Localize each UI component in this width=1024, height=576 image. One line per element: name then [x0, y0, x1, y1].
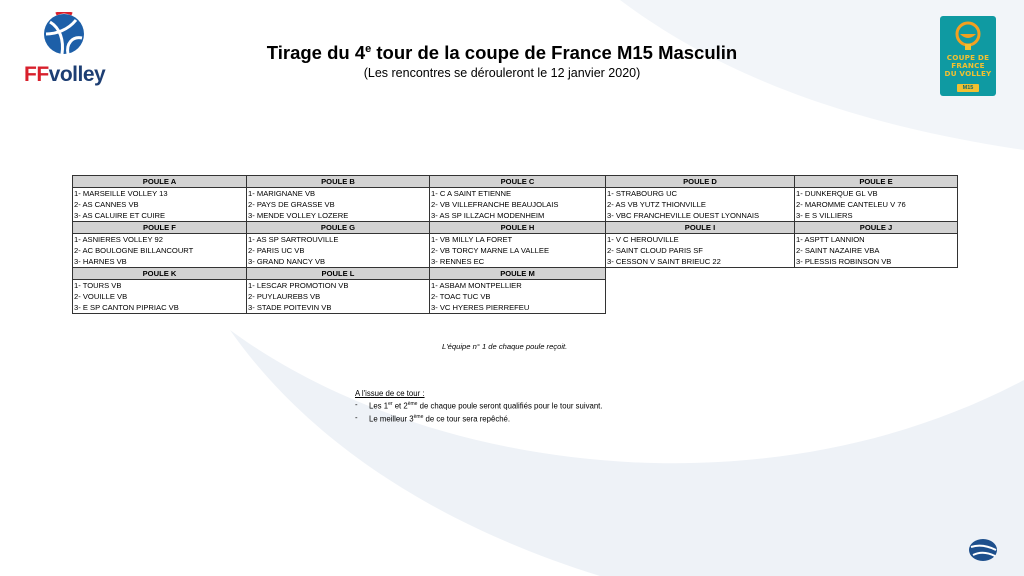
- team-cell: 1- ASNIERES VOLLEY 92: [73, 234, 247, 246]
- team-cell: 3- STADE POITEVIN VB: [247, 302, 430, 314]
- ffvolley-wordmark: FFvolley: [24, 63, 106, 86]
- team-cell: 3- PLESSIS ROBINSON VB: [795, 256, 958, 268]
- pool-header: POULE F: [73, 222, 247, 234]
- team-cell: 1- ASBAM MONTPELLIER: [430, 280, 606, 292]
- home-team-note: L'équipe n° 1 de chaque poule reçoit.: [442, 342, 568, 351]
- cup-logo-text: COUPE DE FRANCE DU VOLLEY: [944, 53, 992, 78]
- team-cell: 2- SAINT CLOUD PARIS SF: [606, 245, 795, 256]
- team-cell: 1- TOURS VB: [73, 280, 247, 292]
- team-cell: 1- ASPTT LANNION: [795, 234, 958, 246]
- pool-team-row: [73, 210, 958, 222]
- team-cell: 1- AS SP SARTROUVILLE: [247, 234, 430, 246]
- pool-team-row: [73, 302, 958, 314]
- pool-header: POULE H: [430, 222, 606, 234]
- team-cell: 3- VBC FRANCHEVILLE OUEST LYONNAIS: [606, 210, 795, 222]
- team-cell: 1- LESCAR PROMOTION VB: [247, 280, 430, 292]
- team-cell: 3- AS SP ILLZACH MODENHEIM: [430, 210, 606, 222]
- team-cell: 2- AS CANNES VB: [73, 199, 247, 210]
- team-cell: 3- E S VILLIERS: [795, 210, 958, 222]
- team-cell: 1- VB MILLY LA FORET: [430, 234, 606, 246]
- pools-table: [72, 175, 958, 314]
- rule-line: - Le meilleur 3ème de ce tour sera repêché.: [355, 412, 511, 424]
- team-cell: 1- C A SAINT ETIENNE: [430, 188, 606, 200]
- pool-header-row: [73, 268, 958, 280]
- pool-team-row: [73, 280, 958, 292]
- pool-header-row: [73, 222, 958, 234]
- team-cell: 2- PARIS UC VB: [247, 245, 430, 256]
- team-cell: 1- STRABOURG UC: [606, 188, 795, 200]
- pool-header: POULE J: [795, 222, 958, 234]
- pool-header: POULE E: [795, 176, 958, 188]
- team-cell: 3- VC HYERES PIERREFEU: [430, 302, 606, 314]
- team-cell: 1- MARSEILLE VOLLEY 13: [73, 188, 247, 200]
- team-cell: 2- PAYS DE GRASSE VB: [247, 199, 430, 210]
- team-cell: 3- HARNES VB: [73, 256, 247, 268]
- pool-team-row: [73, 291, 958, 302]
- pool-header: POULE I: [606, 222, 795, 234]
- page-subtitle: (Les rencontres se dérouleront le 12 janvier 2020): [363, 66, 641, 80]
- team-cell: 2- VB VILLEFRANCHE BEAUJOLAIS: [430, 199, 606, 210]
- team-cell: 3- E SP CANTON PIPRIAC VB: [73, 302, 247, 314]
- team-cell: 1- MARIGNANE VB: [247, 188, 430, 200]
- team-cell: 2- VOUILLE VB: [73, 291, 247, 302]
- volleyball-corner-icon: [968, 538, 998, 562]
- team-cell: 3- CESSON V SAINT BRIEUC 22: [606, 256, 795, 268]
- page-title: Tirage du 4e tour de la coupe de France M15 Masculin: [266, 42, 738, 63]
- qualification-rules: [355, 388, 603, 424]
- team-cell: 2- VB TORCY MARNE LA VALLEE: [430, 245, 606, 256]
- team-cell: 1- V C HEROUVILLE: [606, 234, 795, 246]
- pool-header: POULE K: [73, 268, 247, 280]
- team-cell: 1- DUNKERQUE GL VB: [795, 188, 958, 200]
- team-cell: 3- MENDE VOLLEY LOZERE: [247, 210, 430, 222]
- team-cell: 3- AS CALUIRE ET CUIRE: [73, 210, 247, 222]
- pool-header: POULE C: [430, 176, 606, 188]
- rule-line: - Les 1er et 2ème de chaque poule seront qualifiés pour le tour suivant.: [355, 400, 603, 411]
- team-cell: 2- PUYLAUREBS VB: [247, 291, 430, 302]
- cup-logo-category: M15: [957, 84, 979, 92]
- team-cell: 3- RENNES EC: [430, 256, 606, 268]
- pool-team-row: [73, 245, 958, 256]
- pool-header: POULE D: [606, 176, 795, 188]
- pool-header-row: [73, 176, 958, 188]
- team-cell: 2- AC BOULOGNE BILLANCOURT: [73, 245, 247, 256]
- pool-header: POULE M: [430, 268, 606, 280]
- rules-heading: A l'issue de ce tour :: [355, 389, 425, 398]
- pool-team-row: [73, 256, 958, 268]
- pool-team-row: [73, 188, 958, 200]
- team-cell: 2- MAROMME CANTELEU V 76: [795, 199, 958, 210]
- team-cell: 2- SAINT NAZAIRE VBA: [795, 245, 958, 256]
- pool-team-row: [73, 234, 958, 246]
- pool-team-row: [73, 199, 958, 210]
- pool-header: POULE G: [247, 222, 430, 234]
- pool-header: POULE B: [247, 176, 430, 188]
- team-cell: 2- TOAC TUC VB: [430, 291, 606, 302]
- pool-header: POULE A: [73, 176, 247, 188]
- team-cell: 2- AS VB YUTZ THIONVILLE: [606, 199, 795, 210]
- pool-header: POULE L: [247, 268, 430, 280]
- team-cell: 3- GRAND NANCY VB: [247, 256, 430, 268]
